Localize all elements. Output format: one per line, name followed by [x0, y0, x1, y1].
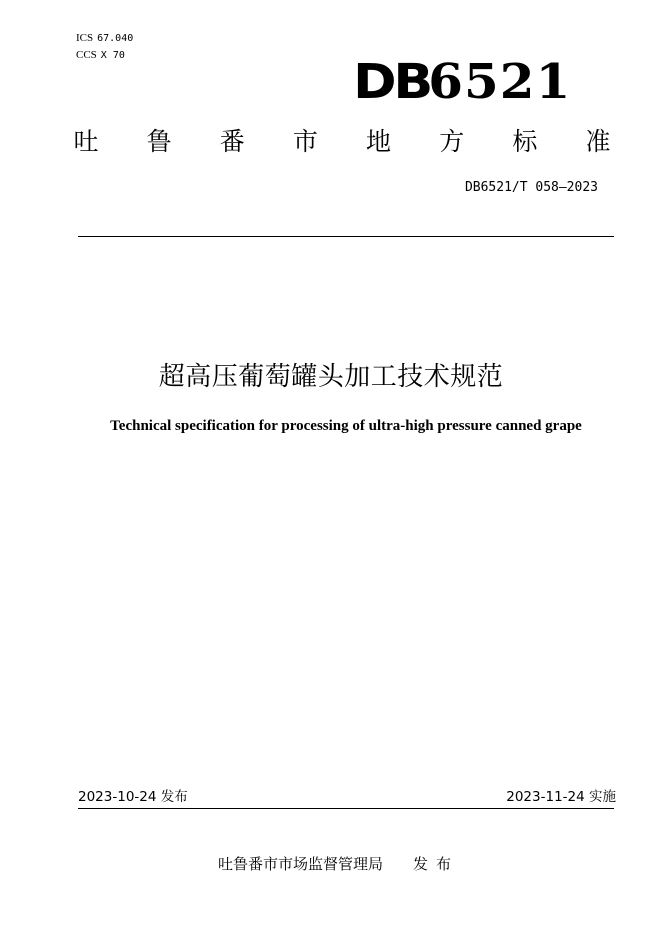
standard-type-char: 地: [366, 127, 392, 156]
standard-type-char: 吐: [73, 127, 99, 156]
standard-type-char: 番: [219, 127, 245, 156]
top-divider: [78, 236, 614, 237]
publisher-line: [218, 855, 459, 873]
standard-type-heading: [72, 126, 612, 158]
publish-action: 发布: [413, 855, 460, 873]
standard-type-char: 市: [292, 127, 318, 156]
ccs-classification: [76, 49, 125, 62]
issue-date: 2023-10-24 发布: [78, 789, 188, 805]
db-logo-prefix: DB: [353, 54, 431, 110]
document-title-english: Technical specification for processing of ultra-high pressure canned grape: [110, 418, 582, 434]
ics-label: ICS: [76, 32, 94, 44]
bottom-divider: [78, 808, 614, 809]
publisher-name: 吐鲁番市市场监督管理局: [218, 855, 384, 873]
standard-number: DB6521/T 058—2023: [464, 180, 598, 195]
db-logo: [355, 56, 571, 108]
standard-type-char: 标: [512, 127, 538, 156]
standard-type-char: 准: [585, 127, 611, 156]
standard-type-char: 鲁: [146, 127, 172, 156]
document-title-chinese: 超高压葡萄罐头加工技术规范: [158, 362, 504, 392]
ics-code: 67.040: [97, 33, 134, 44]
standard-type-char: 方: [439, 127, 465, 156]
ccs-label: CCS: [76, 49, 97, 61]
db-logo-number: 6521: [428, 54, 572, 110]
implementation-date: 2023-11-24 实施: [506, 789, 616, 805]
ccs-code: X 70: [100, 50, 125, 61]
ics-classification: [76, 32, 133, 45]
